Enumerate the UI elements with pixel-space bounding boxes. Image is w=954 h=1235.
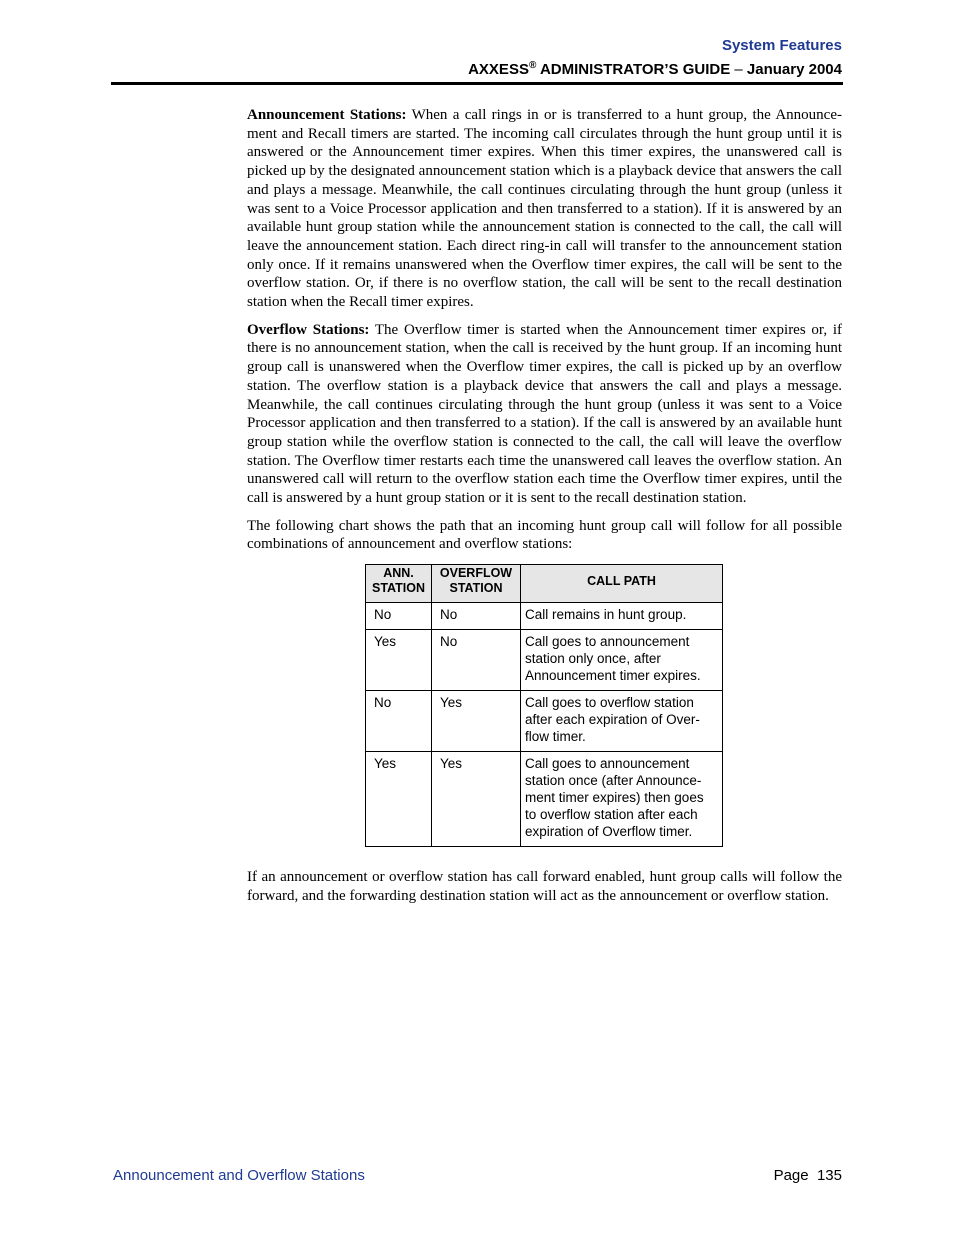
column-header-ann-station: ANN. STATION (366, 565, 432, 603)
call-path-table (365, 564, 723, 847)
table-header-row (366, 565, 723, 603)
header-section-title: System Features (721, 37, 842, 54)
cell-call-path: Call goes to announcement station once (after Announcement timer expires) then goes to overflow station after each expiration of Overflow timer. (521, 752, 723, 847)
cell-call-path: Call goes to announcement station only once, after Announcement timer expires. (521, 630, 723, 691)
registered-mark: ® (528, 60, 537, 71)
footer-page-number (774, 1167, 842, 1184)
body-text (247, 106, 842, 915)
table-row (366, 630, 723, 691)
column-header-overflow-station: OVERFLOW STATION (432, 565, 521, 603)
paragraph-chart-intro: The following chart shows the path that an incoming hunt group call will follow for all possible combinations of announcement and overflow stations: (247, 517, 842, 553)
footer-section-title: Announcement and Overflow Stations (113, 1167, 365, 1184)
paragraph-announcement-stations (247, 106, 842, 312)
paragraph-lead: Overflow Stations: (247, 321, 370, 338)
cell-overflow-station: Yes (432, 752, 521, 847)
paragraph-lead: Announcement Stations: (247, 107, 407, 123)
guide-date: January 2004 (746, 61, 842, 78)
paragraph-call-forward: If an announcement or overflow station has call forward enabled, hunt group calls will follow the forward, and the forwarding destination station will act as the announcement or overflow station. (247, 869, 842, 904)
guide-dash: – (730, 61, 747, 78)
cell-call-path: Call remains in hunt group. (521, 603, 723, 630)
paragraph-text: When a call rings in or is transferred to a hunt group, the Announcement and Recall timers are started. The incoming call circulates through the hunt group until it is answered or the Announcement timer expires. When this timer expires, the unanswered call is picked up by the designated announcement station which is a playback device that answers the call and plays a message. Meanwhile, the call continues circulating through the hunt group (unless it was sent to a Voice Processor application and then transferred to a station). If it is answered by an available hunt group station while the announcement station is connected to the call, the call will leave the announcement station. Each direct ring-in call will transfer to the announcement station only once. If it remains unanswered when the Overflow timer expires, the call will be sent to the overflow station. Or, if there is no overflow station, the call will be sent to the recall destination station when the Recall timer expires. (247, 107, 842, 311)
table-row (366, 603, 723, 630)
cell-call-path: Call goes to overflow station after each expiration of Overflow timer. (521, 691, 723, 752)
cell-overflow-station: No (432, 630, 521, 691)
paragraph-overflow-stations (247, 321, 842, 508)
cell-ann-station: Yes (366, 752, 432, 847)
guide-product: AXXESS (468, 61, 529, 78)
cell-ann-station: No (366, 603, 432, 630)
cell-overflow-station: No (432, 603, 521, 630)
cell-ann-station: No (366, 691, 432, 752)
page-number: 135 (816, 1167, 842, 1184)
paragraph-text: The Overflow timer is started when the Announcement timer expires or, if there is no announcement station, when the call is received by the hunt group. If an incoming hunt group call is unanswered when the Overflow timer expires, the call is picked up by an overflow station. The overflow station is a playback device that answers the call and plays a message. Meanwhile, the call continues circulating through the hunt group (unless it was sent to a Voice Processor application and then transferred to a station). If the call is answered by an available hunt group station while the overflow station is connected to the call, the call will leave the overflow station. The Overflow timer restarts each time the unanswered call leaves the overflow station. An unanswered call will return to the overflow station each time the Overflow timer expires, until the call is answered by a hunt group station or it is sent to the recall destination station. (247, 321, 842, 507)
cell-ann-station: Yes (366, 630, 432, 691)
cell-overflow-station: Yes (432, 691, 521, 752)
header-rule (111, 82, 843, 85)
table-row (366, 752, 723, 847)
guide-title-rest: ADMINISTRATOR’S GUIDE (536, 61, 731, 78)
header-guide-title (468, 60, 842, 78)
table-row (366, 691, 723, 752)
column-header-call-path: CALL PATH (521, 565, 723, 603)
page-label: Page (773, 1167, 809, 1184)
